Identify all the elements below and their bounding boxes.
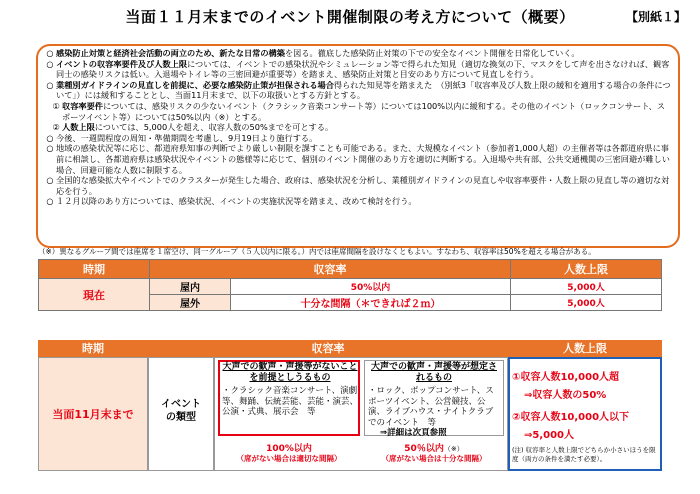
cap-outdoor: 5,000人 bbox=[511, 295, 662, 311]
place-outdoor: 屋外 bbox=[150, 295, 231, 311]
place-indoor: 屋内 bbox=[150, 279, 231, 295]
cap-indoor: 5,000人 bbox=[511, 279, 662, 295]
bullet: ○ 全国的な感染拡大やイベントでのクラスターが発生した場合、政府は、感染状況を分析し、業種別ガイドラインの見直しや収容率要件・人数上限の見直し等の適切な対応を行う。 bbox=[46, 175, 670, 196]
col-period: 時期 bbox=[39, 260, 150, 279]
bullet: ○ イベントの収容率要件及び人数上限については、イベントでの感染状況やシミュレーション等で得られた知見（適切な換気の下、マスクをして声を出さなければ、観客同士の感染リスクは低い。入退場やトイレ等の三密回避が重要等）を踏まえ、感染防止対策と目安のあり方について見直しを行う。 bbox=[46, 58, 670, 80]
bullet: ○ 地域の感染状況等に応じ、都道府県知事の判断でより厳しい制限を課すことも可能である。また、大規模なイベント（参加者1,000人超）の主催者等は各都道府県に事前に相談し、各都道府県は感染状況やイベントの態様等に応じて、個別のイベント開催のあり方を適切に判断する。入退場や共有部、公共交通機関の三密回避が難しい場合、回避可能な人数に制限する。 bbox=[46, 143, 670, 175]
bullet: ② 人数上限については、5,000人を超え、収容人数の50%までを可とする。 bbox=[52, 122, 334, 133]
attachment-tag: 【別紙１】 bbox=[625, 10, 686, 24]
page-title: 当面１１月末までのイベント開催制限の考え方について（概要） bbox=[125, 8, 575, 26]
bullet: ○ 感染防止対策と経済社会活動の両立のため、新たな日常の構築を図る。徹底した感染防止対策の下での安全なイベント開催を日常化していく。 bbox=[46, 48, 580, 58]
footnote: （※）異なるグループ間では座席を１席空け、同一グループ（５人以内に限る。）内では座席間隔を設けなくともよい。すなわち、収容率は50%を超える場合がある。 bbox=[38, 247, 596, 256]
category-1-rate: 100%以内 bbox=[266, 444, 312, 454]
category-1-items: ・クラシック音楽コンサート、演劇等、舞踊、伝統芸能、芸能・演芸、公演・式典、展示会 等 bbox=[222, 386, 359, 417]
bullet: ○ 今後、一週間程度の周知・準備期間を考慮し、9月19日より施行する。 bbox=[46, 132, 318, 143]
bullet: ○ １２月以降のあり方については、感染状況、イベントの実施状況等を踏まえ、改めて検討を行う。 bbox=[46, 196, 417, 207]
category-2-rate: 50％以内 bbox=[404, 444, 444, 454]
bullet: ① 収容率要件については、感染リスクの少ないイベント（クラシック音楽コンサート等）については100%以内に緩和する。その他のイベント（ロックコンサート、スポーツイベント等）については50%以内（※）とする。 bbox=[52, 100, 666, 122]
category-1-rate-note: （席がない場合は適切な間隔） bbox=[236, 454, 342, 463]
bullet: ○ 業種別ガイドラインの見直しを前提に、必要な感染防止策が担保される場合得られた知見等を踏まえた （別紙3「収容率及び人数上限の緩和を適用する場合の条件について」）には緩和することとし、当面11月末まで、以下の取扱いとする方針とする。 bbox=[46, 79, 671, 101]
event-type-label: イベントの類型 bbox=[161, 399, 201, 423]
cap-rule-2: ②収容人数10,000人以下 bbox=[512, 412, 630, 423]
period-current: 現在 bbox=[39, 279, 150, 311]
cap-rule-1-result: ⇒収容人数の50% bbox=[524, 390, 607, 401]
category-2-items: ・ロック、ポップコンサート、スポーツイベント、公営競技、公演、ライブハウス・ナイトクラブでのイベント 等 bbox=[368, 386, 494, 428]
category-2-rate-note: （席がない場合は十分な間隔） bbox=[381, 454, 487, 463]
summary-bullets bbox=[44, 48, 672, 207]
category-2-title: 大声での歓声・声援等が想定されるもの bbox=[370, 362, 497, 383]
t2-col-cap: 人数上限 bbox=[508, 340, 662, 357]
category-2-rate-mark: （※） bbox=[443, 445, 464, 453]
rate-outdoor: 十分な間隔（＊できれば２ｍ） bbox=[231, 295, 511, 311]
cap-rule-2-result: ⇒5,000人 bbox=[524, 430, 575, 441]
cap-note: (注) 収容率と人数上限でどちらか小さいほうを限度（両方の条件を満たす必要）。 bbox=[512, 446, 656, 463]
category-2-ref: ⇒詳細は次頁参照 bbox=[380, 428, 447, 438]
cap-rule-1: ①収容人数10,000人超 bbox=[512, 372, 620, 383]
col-cap: 人数上限 bbox=[511, 260, 662, 279]
t2-col-period: 時期 bbox=[38, 340, 148, 357]
t2-col-rate: 収容率 bbox=[148, 340, 508, 357]
col-rate: 収容率 bbox=[150, 260, 511, 279]
category-1-title: 大声での歓声・声援等がないことを前提としうるもの bbox=[222, 362, 358, 383]
period-nov: 当面11月末まで bbox=[52, 408, 134, 421]
rate-indoor: 50%以内 bbox=[231, 279, 511, 295]
current-table bbox=[38, 259, 662, 311]
